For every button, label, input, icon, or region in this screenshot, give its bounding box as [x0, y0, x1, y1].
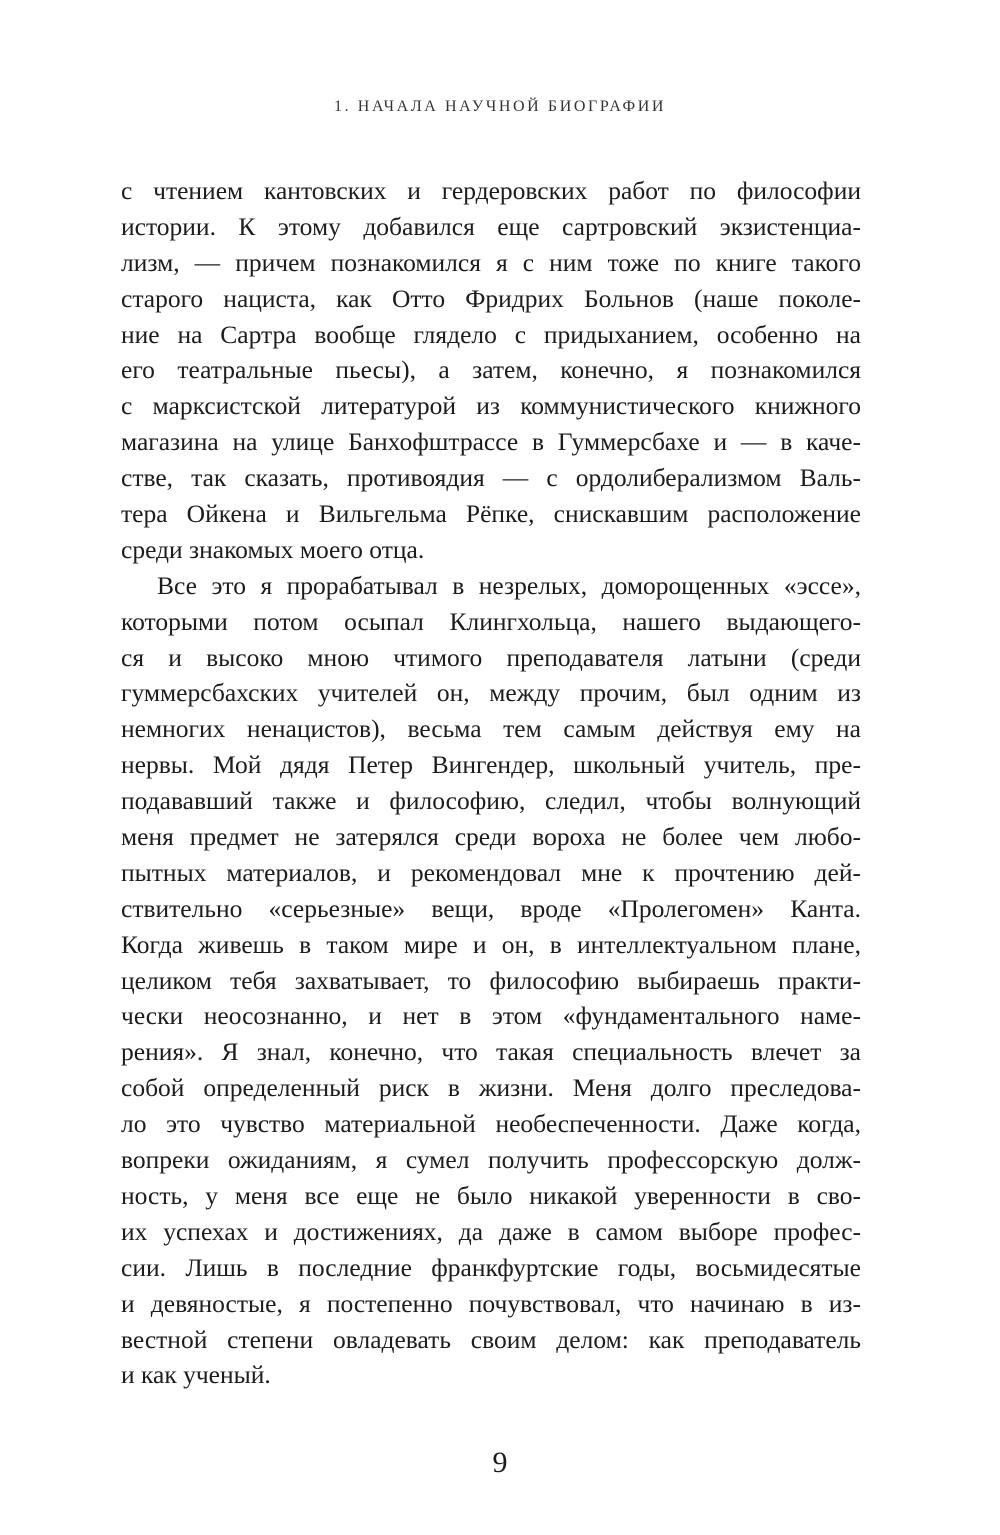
text-line: меня предмет не затерялся среди вороха не более чем любо-	[121, 822, 861, 852]
text-line: тера Ойкена и Вильгельма Рёпке, снискавшим расположение	[121, 499, 861, 529]
text-line: пытных материалов, и рекомендовал мне к прочтению дей-	[121, 857, 861, 887]
text-line: с марксистской литературой из коммунистического книжного	[121, 391, 861, 421]
text-line: ние на Сартра вообще глядело с придыханием, особенно на	[121, 319, 861, 349]
text-line: вопреки ожиданиям, я сумел получить профессорскую долж-	[121, 1145, 861, 1175]
text-line: их успехах и достижениях, да даже в самом выборе профес-	[121, 1216, 861, 1246]
text-line: ность, у меня все еще не было никакой уверенности в сво-	[121, 1180, 861, 1210]
text-line: и девяностые, я постепенно почувствовал, что начинаю в из-	[121, 1288, 861, 1318]
text-line: лизм, — причем познакомился я с ним тоже по книге такого	[121, 247, 861, 277]
text-line: гуммерсбахских учителей он, между прочим, был одним из	[121, 678, 861, 708]
running-head: 1. НАЧАЛА НАУЧНОЙ БИОГРАФИИ	[333, 98, 667, 115]
text-line: старого нациста, как Отто Фридрих Больнов (наше поколе-	[121, 283, 861, 313]
text-line: вестной степени овладевать своим делом: как преподаватель	[121, 1324, 861, 1354]
paragraph-first-line: Все это я прорабатывал в незрелых, доморощенных «эссе»,	[157, 570, 861, 600]
paragraph-end-line: среди знакомых моего отца.	[121, 534, 425, 564]
text-line: нервы. Мой дядя Петер Вингендер, школьный учитель, пре-	[121, 750, 861, 780]
text-line: рения». Я знал, конечно, что такая специальность влечет за	[121, 1037, 861, 1067]
text-line: ствительно «серьезные» вещи, вроде «Пролегомен» Канта.	[121, 893, 861, 923]
text-line: стве, так сказать, противоядия — с ордолиберализмом Валь-	[121, 463, 861, 493]
text-line: магазина на улице Банхофштрассе в Гуммерсбахе и — в каче-	[121, 427, 861, 457]
text-line: подававший также и философию, следил, чтобы волнующий	[121, 786, 861, 816]
text-line: ло это чувство материальной необеспеченности. Даже когда,	[121, 1109, 861, 1139]
text-line: собой определенный риск в жизни. Меня долго преследова-	[121, 1073, 861, 1103]
text-line: его театральные пьесы), а затем, конечно, я познакомился	[121, 355, 861, 385]
body-text	[121, 173, 861, 1393]
text-line: которыми потом осыпал Клингхольца, нашего выдающего-	[121, 606, 861, 636]
text-line: ся и высоко мною чтимого преподавателя латыни (среди	[121, 642, 861, 672]
text-line: с чтением кантовских и гердеровских работ по философии	[121, 176, 861, 205]
text-line: чески неосознанно, и нет в этом «фундаментального наме-	[121, 1001, 861, 1031]
text-line: Когда живешь в таком мире и он, в интеллектуальном плане,	[121, 929, 861, 959]
text-line: немногих ненацистов), весьма тем самым действуя ему на	[121, 714, 861, 744]
text-line: истории. К этому добавился еще сартровский экзистенциа-	[121, 211, 861, 241]
text-line: сии. Лишь в последние франкфуртские годы, восьмидесятые	[121, 1252, 861, 1282]
page-number: 9	[492, 1446, 508, 1479]
paragraph-end-line: и как ученый.	[121, 1360, 271, 1390]
text-line: целиком тебя захватывает, то философию выбираешь практи-	[121, 965, 861, 995]
